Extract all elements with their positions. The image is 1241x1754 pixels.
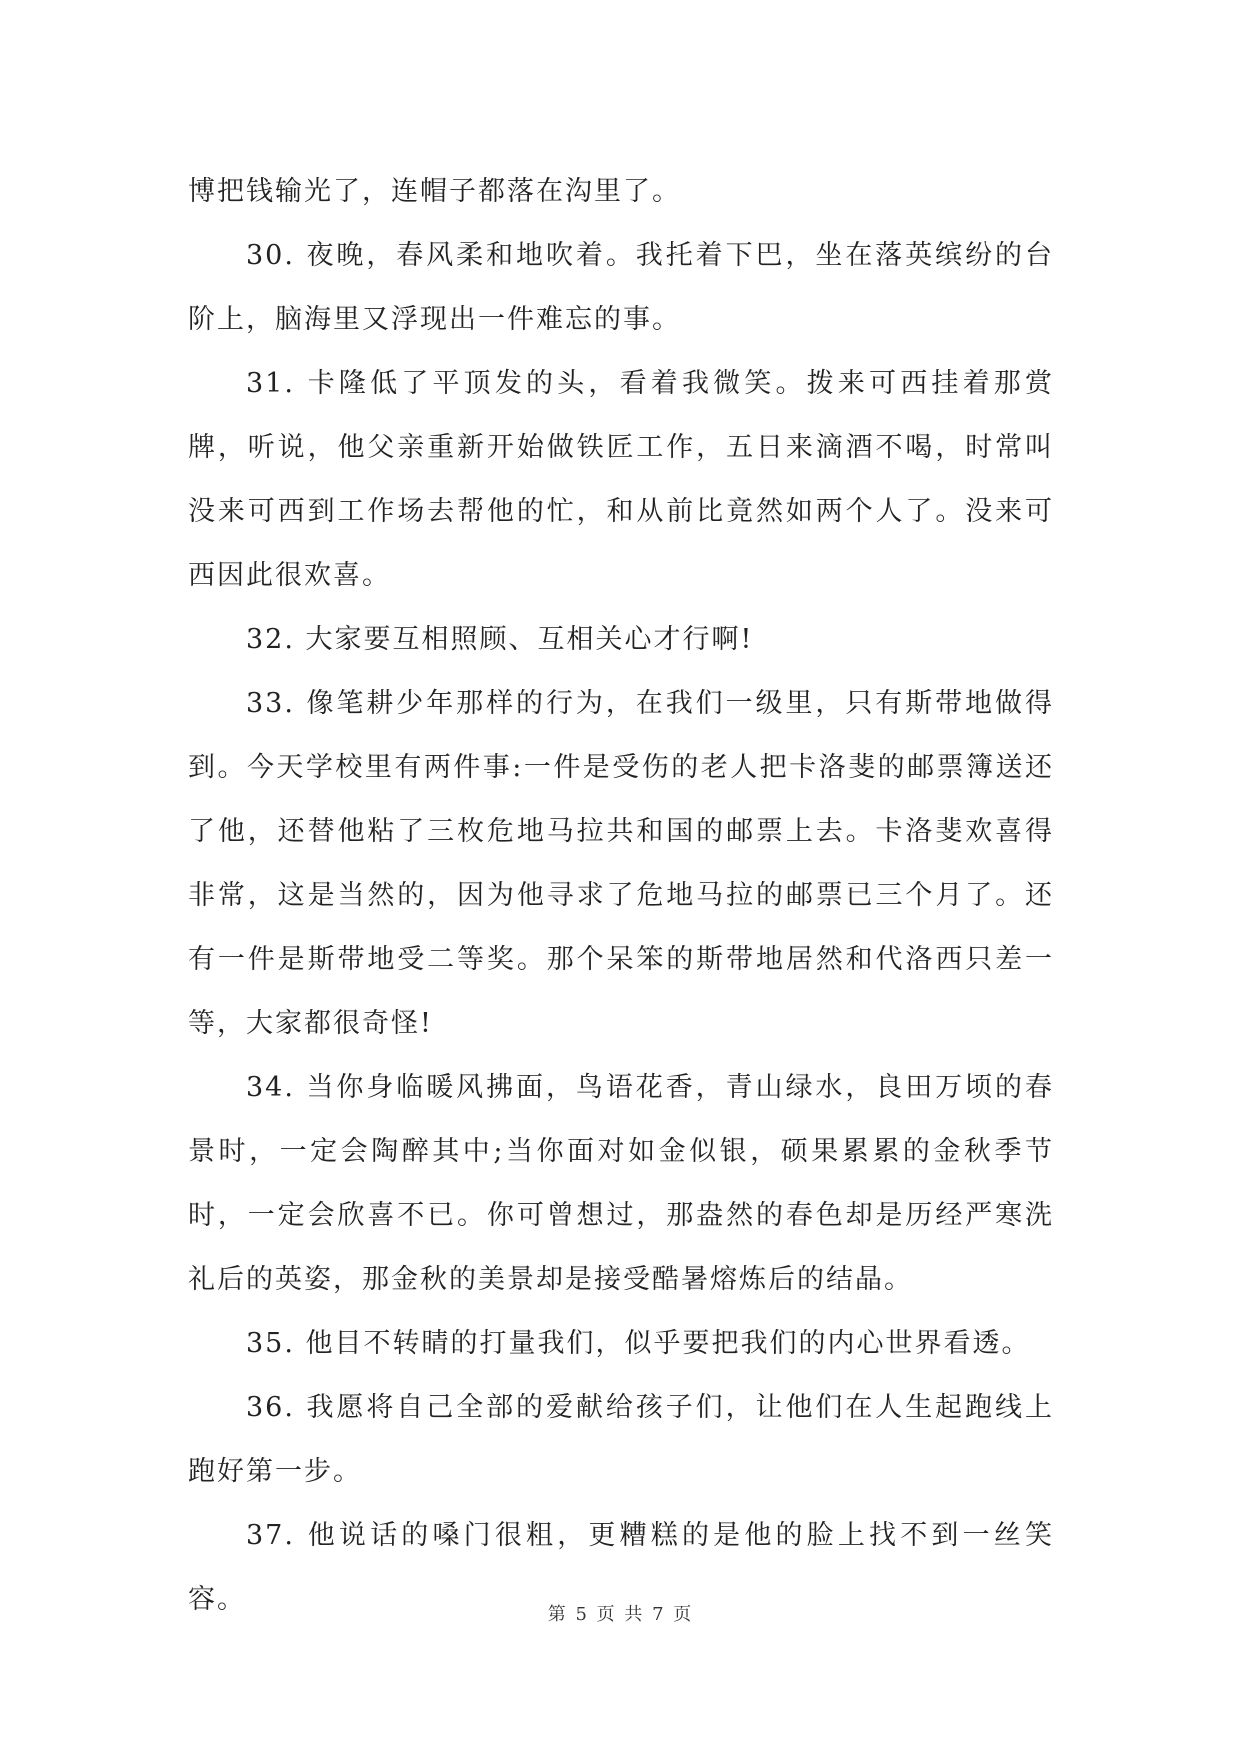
paragraph-33: 33. 像笔耕少年那样的行为，在我们一级里，只有斯带地做得到。今天学校里有两件事:一件是受伤的老人把卡洛斐的邮票簿送还了他，还替他粘了三枚危地马拉共和国的邮票上去。卡洛斐欢喜得非常，这是当然的，因为他寻求了危地马拉的邮票已三个月了。还有一件是斯带地受二等奖。那个呆笨的斯带地居然和代洛西只差一等，大家都很奇怪! xyxy=(188,688,1054,1039)
page-number-footer: 第 5 页 共 7 页 xyxy=(547,1604,694,1625)
paragraph-36: 36. 我愿将自己全部的爱献给孩子们，让他们在人生起跑线上跑好第一步。 xyxy=(188,1392,1054,1487)
paragraph-31: 31. 卡隆低了平顶发的头，看着我微笑。拨来可西挂着那赏牌，听说，他父亲重新开始做铁匠工作，五日来滴酒不喝，时常叫没来可西到工作场去帮他的忙，和从前比竟然如两个人了。没来可西因此很欢喜。 xyxy=(188,368,1054,591)
paragraph-30: 30. 夜晚，春风柔和地吹着。我托着下巴，坐在落英缤纷的台阶上，脑海里又浮现出一件难忘的事。 xyxy=(188,240,1054,335)
paragraph-34: 34. 当你身临暖风拂面，鸟语花香，青山绿水，良田万顷的春景时，一定会陶醉其中;当你面对如金似银，硕果累累的金秋季节时，一定会欣喜不已。你可曾想过，那盎然的春色却是历经严寒洗礼后的英姿，那金秋的美景却是接受酷暑熔炼后的结晶。 xyxy=(188,1072,1054,1295)
page-body xyxy=(188,160,1054,1632)
paragraph-35: 35. 他目不转睛的打量我们，似乎要把我们的内心世界看透。 xyxy=(246,1328,1031,1359)
paragraph-37: 37. 他说话的嗓门很粗，更糟糕的是他的脸上找不到一丝笑容。 xyxy=(188,1520,1054,1615)
paragraph-continuation: 博把钱输光了，连帽子都落在沟里了。 xyxy=(188,176,681,207)
paragraph-32: 32. 大家要互相照顾、互相关心才行啊! xyxy=(246,624,754,655)
